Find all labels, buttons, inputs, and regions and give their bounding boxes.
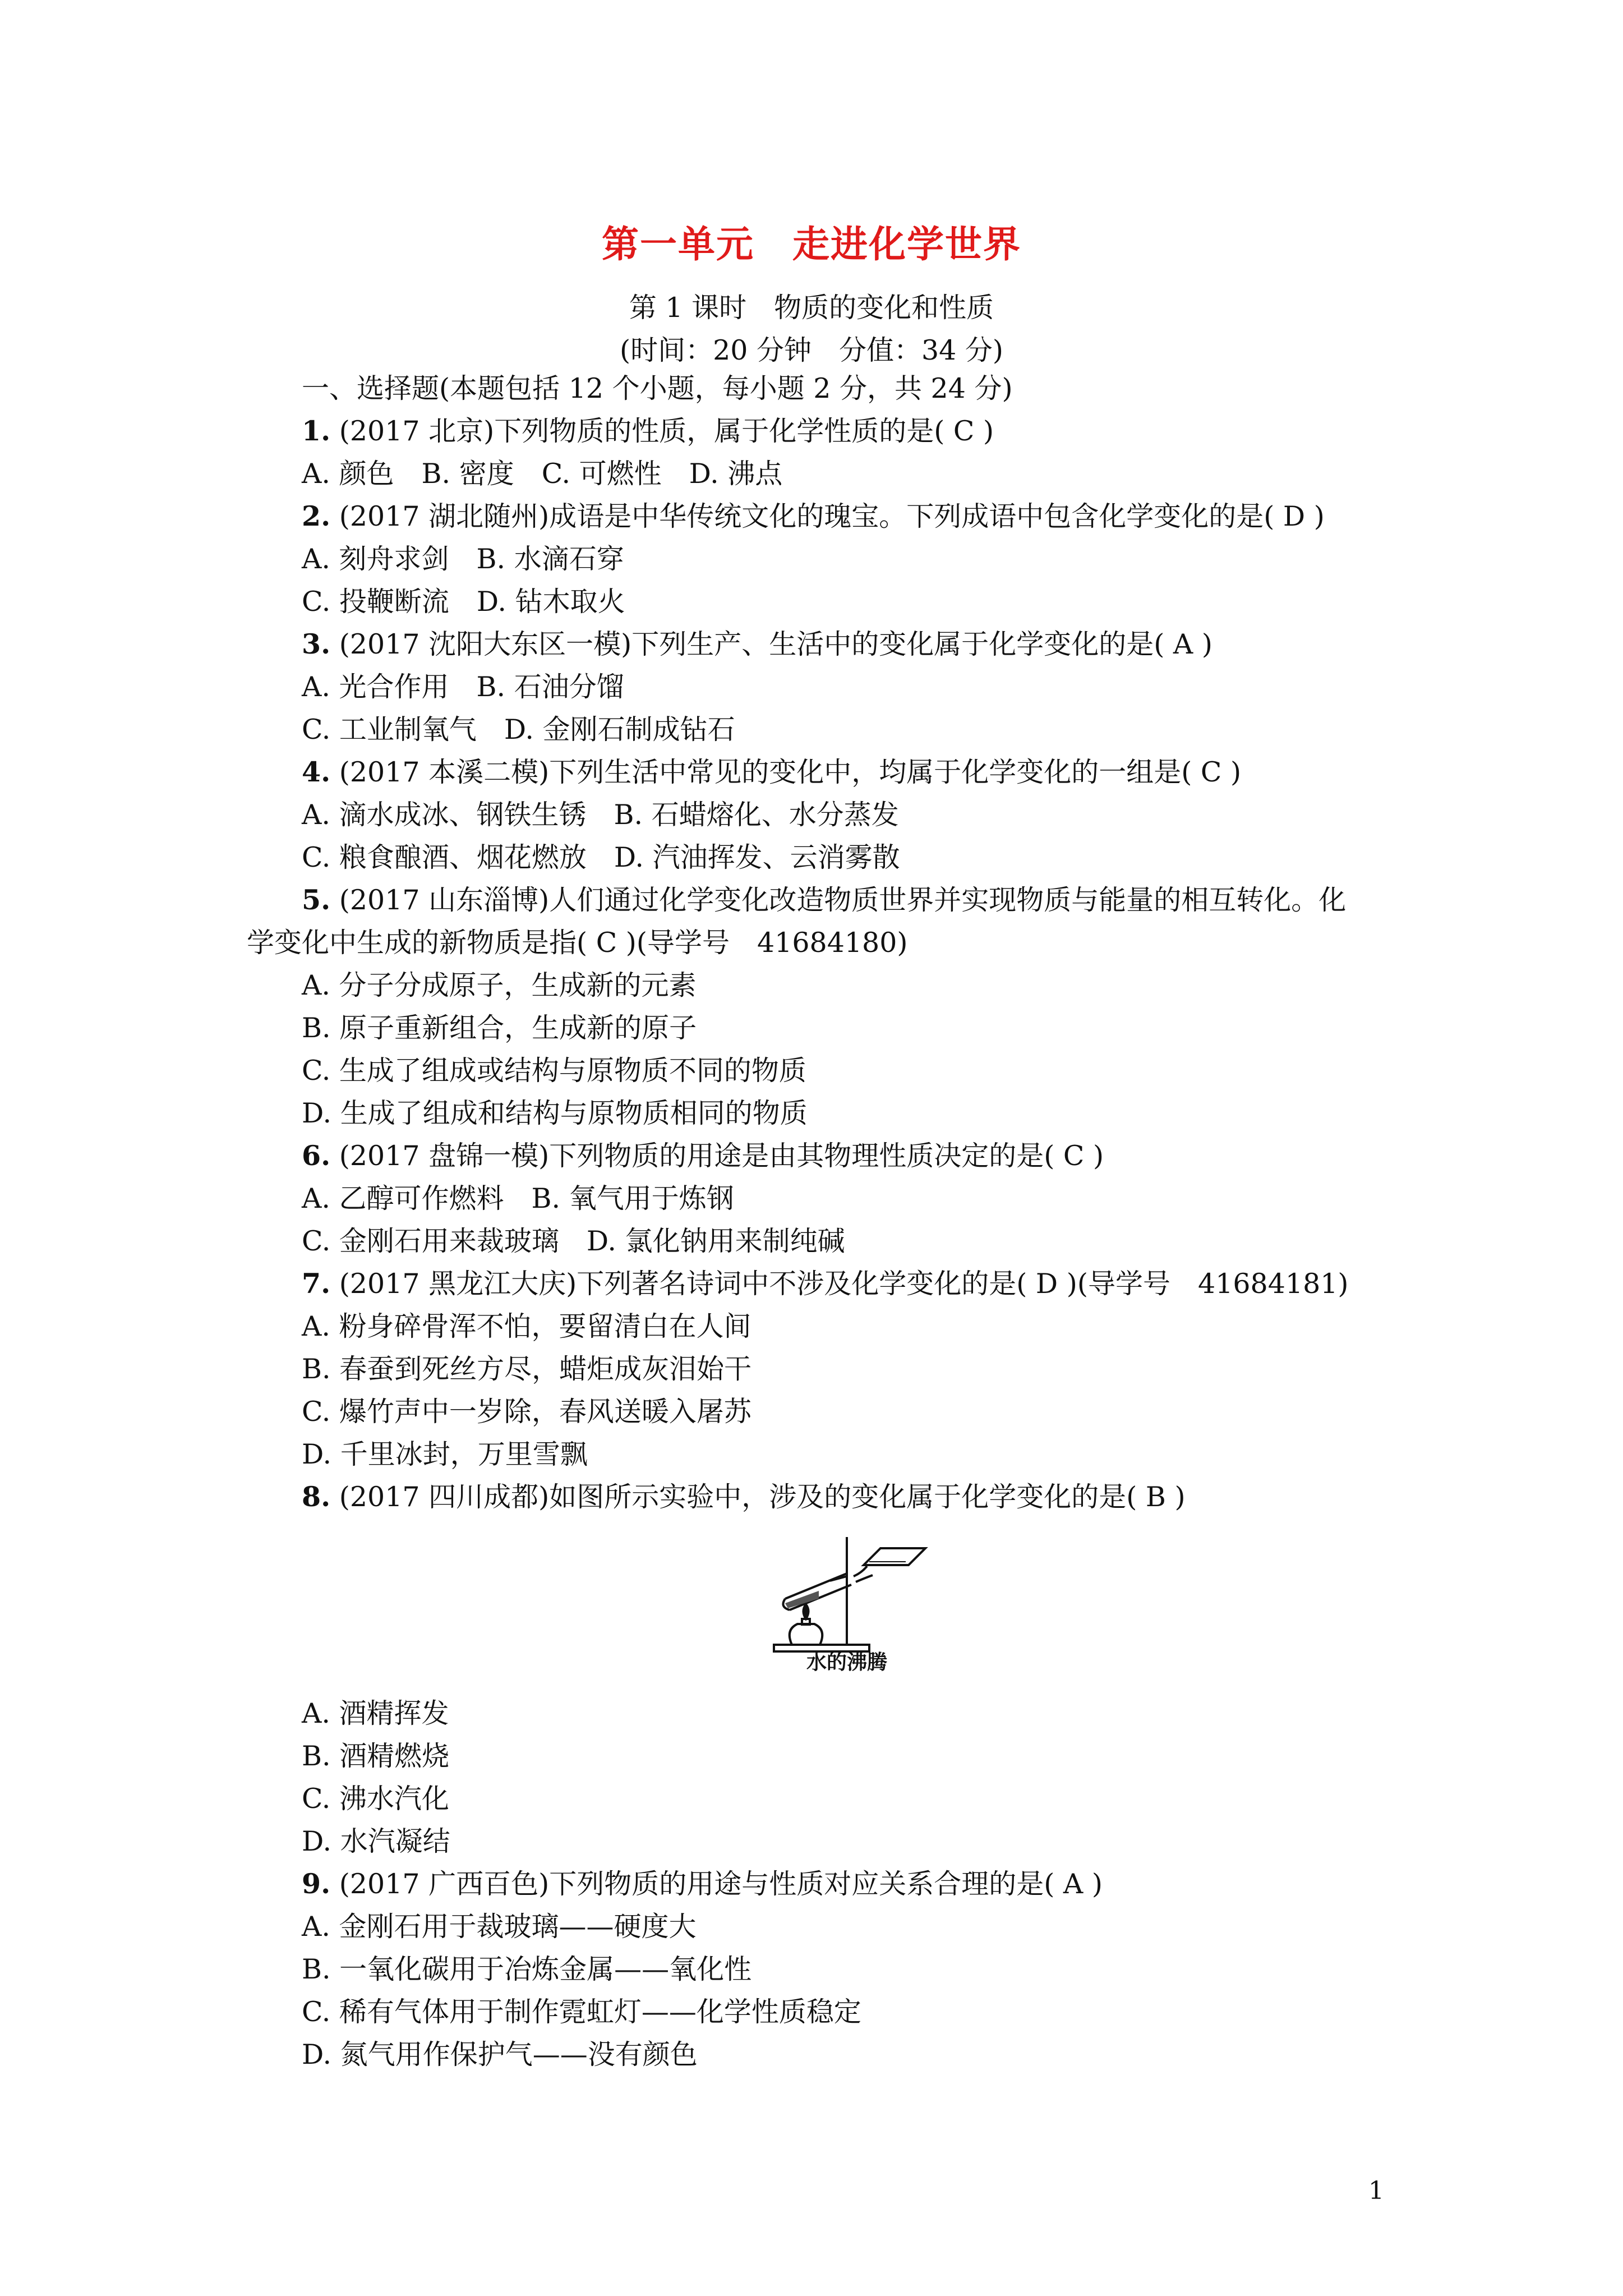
options-line: A. 刻舟求剑 B. 水滴石穿	[302, 543, 624, 575]
option-a: A. 金刚石用于裁玻璃——硬度大	[302, 1911, 697, 1943]
question-1	[302, 417, 994, 445]
question-4	[302, 758, 1241, 786]
option-a: A. 酒精挥发	[302, 1697, 449, 1729]
question-number: 3.	[302, 628, 331, 660]
question-text: (2017 湖北随州)成语是中华传统文化的瑰宝。下列成语中包含化学变化的是( D )	[330, 500, 1325, 532]
question-number: 2.	[302, 500, 331, 532]
question-6	[302, 1139, 1104, 1172]
question-number: 6.	[302, 1139, 331, 1172]
options-line: C. 金刚石用来裁玻璃 D. 氯化钠用来制纯碱	[302, 1225, 845, 1257]
option-c: C. 稀有气体用于制作霓虹灯——化学性质稳定	[302, 1996, 861, 2028]
page-number: 1	[1368, 2177, 1384, 2205]
question-5	[302, 886, 1346, 914]
option-d: D. 千里冰封，万里雪飘	[302, 1438, 588, 1470]
option-a: A. 分子分成原子，生成新的元素	[302, 969, 697, 1001]
option-d: D. 氮气用作保护气——没有颜色	[302, 2039, 698, 2070]
question-7	[302, 1267, 1349, 1300]
question-text: (2017 沈阳大东区一模)下列生产、生活中的变化属于化学变化的是( A )	[330, 628, 1213, 660]
options-line: A. 滴水成冰、钢铁生锈 B. 石蜡熔化、水分蒸发	[302, 799, 899, 831]
option-c: C. 沸水汽化	[302, 1783, 449, 1815]
options-line: A. 乙醇可作燃料 B. 氧气用于炼钢	[302, 1182, 734, 1214]
question-2	[302, 500, 1325, 532]
glass-plate	[864, 1548, 925, 1565]
question-text: (2017 广西百色)下列物质的用途与性质对应关系合理的是( A )	[330, 1868, 1103, 1900]
question-8	[302, 1480, 1186, 1513]
option-a: A. 粉身碎骨浑不怕，要留清白在人间	[302, 1310, 751, 1342]
question-3	[302, 628, 1213, 660]
option-d: D. 水汽凝结	[302, 1825, 450, 1857]
options-line: C. 粮食酿酒、烟花燃放 D. 汽油挥发、云消雾散	[302, 841, 900, 873]
options-line: A. 光合作用 B. 石油分馏	[302, 671, 624, 703]
option-b: B. 原子重新组合，生成新的原子	[302, 1012, 697, 1044]
question-number: 8.	[302, 1480, 331, 1513]
question-continuation: 学变化中生成的新物质是指( C )(导学号 41684180)	[247, 927, 908, 959]
question-text: (2017 本溪二模)下列生活中常见的变化中，均属于化学变化的一组是( C )	[330, 756, 1242, 788]
option-c: C. 爆竹声中一岁除，春风送暖入屠苏	[302, 1396, 751, 1428]
options-line: A. 颜色 B. 密度 C. 可燃性 D. 沸点	[302, 458, 783, 490]
question-9	[302, 1867, 1103, 1900]
option-b: B. 一氧化碳用于冶炼金属——氧化性	[302, 1953, 752, 1985]
option-c: C. 生成了组成或结构与原物质不同的物质	[302, 1055, 806, 1087]
question-number: 9.	[302, 1867, 331, 1900]
steam-lines	[854, 1566, 873, 1582]
question-number: 1.	[302, 415, 331, 447]
unit-title: 第一单元 走进化学世界	[602, 222, 1021, 266]
question-text: (2017 四川成都)如图所示实验中，涉及的变化属于化学变化的是( B )	[330, 1481, 1186, 1513]
lesson-title: 第 1 课时 物质的变化和性质	[629, 292, 994, 324]
time-score-info: (时间：20 分钟 分值：34 分)	[619, 334, 1004, 366]
question-number: 7.	[302, 1267, 331, 1300]
options-line: C. 投鞭断流 D. 钻木取火	[302, 586, 625, 618]
option-b: B. 春蚕到死丝方尽，蜡炬成灰泪始干	[302, 1353, 752, 1385]
question-number: 5.	[302, 884, 331, 916]
section-heading: 一、选择题(本题包括 12 个小题，每小题 2 分，共 24 分)	[302, 372, 1013, 404]
alcohol-lamp	[790, 1604, 822, 1645]
question-text: (2017 北京)下列物质的性质，属于化学性质的是( C )	[330, 415, 994, 447]
figure-caption: 水的沸腾	[806, 1650, 887, 1674]
option-b: B. 酒精燃烧	[302, 1740, 450, 1772]
question-text: (2017 盘锦一模)下列物质的用途是由其物理性质决定的是( C )	[330, 1140, 1104, 1172]
question-text: (2017 黑龙江大庆)下列著名诗词中不涉及化学变化的是( D )(导学号 41684181)	[330, 1268, 1349, 1300]
options-line: C. 工业制氧气 D. 金刚石制成钻石	[302, 714, 735, 746]
question-text: (2017 山东淄博)人们通过化学变化改造物质世界并实现物质与能量的相互转化。化	[330, 884, 1347, 916]
question-number: 4.	[302, 756, 331, 788]
option-d: D. 生成了组成和结构与原物质相同的物质	[302, 1097, 808, 1129]
